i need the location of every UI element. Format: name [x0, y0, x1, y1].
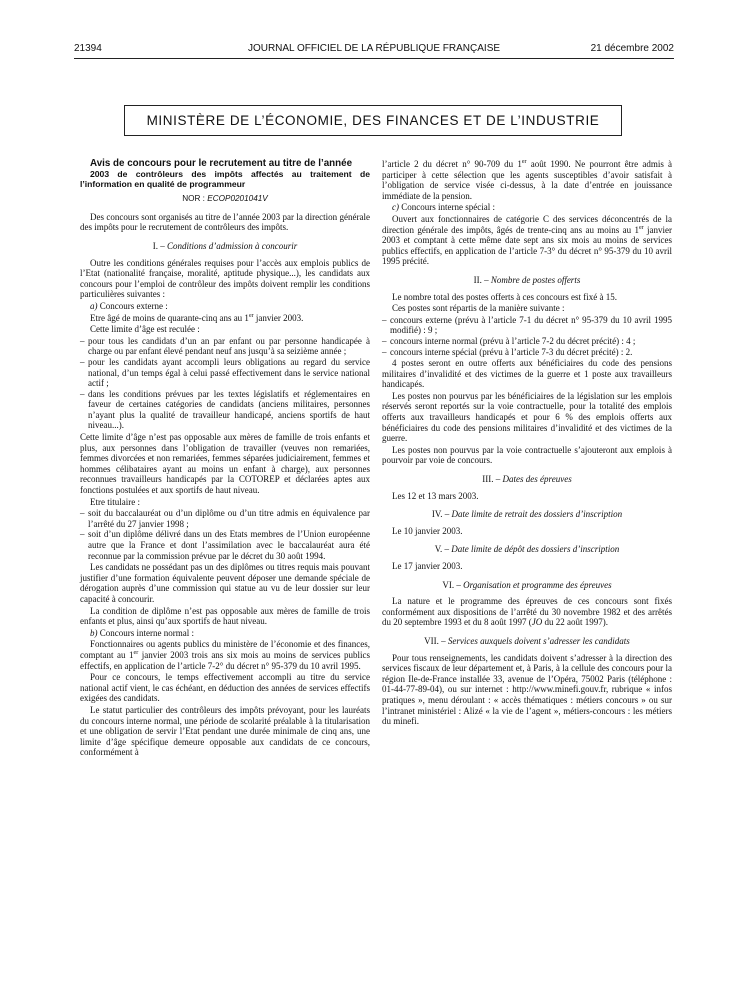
titulaire-list: [80, 508, 370, 561]
avis-title: Avis de concours pour le recrutement au titre de l’année: [90, 158, 353, 169]
list-item: – soit du baccalauréat ou d’un diplôme ou d’un titre admis en équivalence par l’arrêté du 27 janvier 1998 ;: [80, 508, 370, 529]
section-heading-7: VII. – Services auxquels doivent s’adresser les candidats: [424, 635, 630, 646]
concours-special-label: c) Concours interne spécial :: [392, 202, 495, 213]
age-limit-paragraph: Etre âgé de moins de quarante-cinq ans au 1er janvier 2003.: [90, 312, 304, 323]
statut-paragraph: Le statut particulier des contrôleurs des impôts prévoyant, pour les lauréats du concours interne normal, une période de scolarité préalable à la titularisation et une obligation de servir l’Etat pendant une durée minimale de cinq ans, une limite d’âge spécifique demeure opposable aux candidats de ce concours, conformément à: [80, 704, 370, 758]
contractuelle-paragraph: Les postes non pourvus par la voie contractuelle s’ajouteront aux emplois à pourvoir par voie de concours.: [382, 444, 672, 466]
list-item: – concours externe (prévu à l’article 7-1 du décret n° 95-379 du 10 avril 1995 modifié) : 9 ;: [382, 315, 672, 336]
section-heading-6: VI. – Organisation et programme des épreuves: [442, 579, 612, 590]
section-heading-5: V. – Date limite de dépôt des dossiers d’inscription: [434, 544, 620, 555]
opposable-paragraph: Cette limite d’âge n’est pas opposable aux mères de famille de trois enfants et plus, aux personnes dans l’obligation de travailler (veuves non remariées, femmes divorcées et non remariées, femmes séparées judiciairement, femmes et hommes célibataires ayant au moins un enfant à charge), aux personnes reconnues travailleurs handicapés par la COTOREP et déclarées aptes aux fonctions postulées et aux sportifs de haut niveau.: [80, 432, 370, 496]
non-pourvus-paragraph: Les postes non pourvus par les bénéficiaires de la législation sur les emplois réservés seront reportés sur la voie contractuelle, pour la totalité des emplois offerts aux travailleurs handicapés et pour 6 % des emplois offerts aux bénéficiaires du code des pensions militaires d’invalidité et des victimes de la guerre.: [382, 390, 672, 444]
intro-paragraph: Des concours sont organisés au titre de l’année 2003 par la direction générale des impôts pour le recrutement de contrôleurs des impôts.: [80, 211, 370, 233]
postes-list: [382, 315, 672, 357]
journal-title: JOURNAL OFFICIEL DE LA RÉPUBLIQUE FRANÇAISE: [247, 43, 501, 54]
list-item: – concours interne normal (prévu à l’article 7-2 du décret précité) : 4 ;: [382, 336, 672, 347]
issue-date: 21 décembre 2002: [590, 43, 674, 54]
continuation-paragraph: l’article 2 du décret n° 90-709 du 1er août 1990. Ne pourront être admis à participer à cette sélection que les agents susceptibles d’avoir satisfait à l’obligation de service visée ci-dessus, à la date d’entrée en jouissance immédiate de la pension.: [382, 159, 673, 201]
depot-paragraph: Le 17 janvier 2003.: [392, 561, 463, 571]
header-rule: [74, 58, 674, 59]
retrait-paragraph: Le 10 janvier 2003.: [392, 525, 463, 536]
concours-interne-label: b) Concours interne normal :: [90, 627, 194, 638]
condition-paragraph: La condition de diplôme n’est pas opposable aux mères de famille de trois enfants et plus, ainsi qu’aux sportifs de haut niveau.: [80, 605, 370, 627]
nor-reference: [80, 194, 370, 205]
ouvert-paragraph: Ouvert aux fonctionnaires de catégorie C des services déconcentrés de la direction générale des impôts, âgés de trente-cinq ans au moins au 1er janvier 2003 et comptant à cette même date sept ans six mois au moins de services publics effectifs, en application de l’article 7-3° du décret n° 95-379 du 10 avril 1995 précité.: [382, 213, 672, 267]
nature-paragraph: La nature et le programme des épreuves de ces concours sont fixés conformément aux dispositions de l’arrêté du 30 novembre 1982 et des arrêtés du 20 septembre 1993 et du 8 août 1997 (JO du 22 août 1997).: [382, 596, 672, 628]
list-item: – dans les conditions prévues par les textes législatifs et réglementaires en faveur de certaines catégories de candidats (anciens militaires, personnes n’ayant plus la qualité de travailleur handicapé, anciens sportifs de haut niveau...).: [80, 389, 370, 431]
list-item: – pour les candidats ayant accompli leurs obligations au regard du service national, d’un temps égal à celui passé effectivement dans le service national actif ;: [80, 357, 370, 389]
list-item: – concours interne spécial (prévu à l’article 7-3 du décret précité) : 2.: [382, 347, 672, 358]
dates-paragraph: Les 12 et 13 mars 2003.: [392, 490, 479, 501]
avis-subtitle: 2003 de contrôleurs des impôts affectés au traitement de l’information en qualité de programmeur: [80, 169, 370, 189]
titulaire-paragraph: Etre titulaire :: [90, 496, 140, 507]
postes-additionnels-paragraph: 4 postes seront en outre offerts aux bénéficiaires du code des pensions militaires d’invalidité et des victimes de la guerre et 1 poste aux travailleurs handicapés.: [382, 358, 672, 390]
general-conditions-paragraph: Outre les conditions générales requises pour l’accès aux emplois publics de l’Etat (nationalité française, moralité, aptitude physique...), les candidats aux concours pour l’emploi de contrôleur des impôts doivent remplir les conditions particulières suivantes :: [80, 257, 370, 300]
right-column: [382, 159, 672, 728]
section-heading-4: IV. – Date limite de retrait des dossiers d’inscription: [431, 509, 623, 520]
recul-paragraph: Cette limite d’âge est reculée :: [90, 324, 200, 335]
renseignements-paragraph: Pour tous renseignements, les candidats doivent s’adresser à la direction des services fiscaux de leur département et, à Paris, à la cellule des concours pour la région Ile-de-France installée 33, avenue de l’Opéra, 75002 Paris (téléphone : 01-44-77-89-04), ou sur internet : http://www.minefi.gouv.fr, rubrique « infos pratiques », menu déroulant : « accès thématiques : métiers concours » ou sur l’intranet ministériel : Alizé « la vie de l’agent », métiers-concours : les métiers du minefi.: [382, 652, 672, 727]
nor-code: ECOP0201041V: [207, 194, 268, 204]
ministry-heading: MINISTÈRE DE L’ÉCONOMIE, DES FINANCES ET DE L’INDUSTRIE: [124, 105, 622, 136]
recul-list: [80, 336, 370, 431]
diplomes-paragraph: Les candidats ne possédant pas un des diplômes ou titres requis mais pouvant justifier d’une formation équivalente peuvent déposer une demande spéciale de dérogation auprès d’une commission qui statue au vu de leur dossier sur leur capacité à concourir.: [80, 562, 370, 604]
page-number: 21394: [74, 43, 102, 54]
concours-externe-label: a) Concours externe :: [90, 300, 168, 311]
section-heading-3: III. – Dates des épreuves: [482, 474, 572, 485]
repartis-paragraph: Ces postes sont répartis de la manière suivante :: [392, 303, 565, 314]
nor-label: NOR :: [182, 194, 208, 204]
list-item: – pour tous les candidats d’un an par enfant ou par personne handicapée à charge ou par enfant élevé pendant neuf ans jusqu’à sa seizième année ;: [80, 336, 370, 357]
fonctionnaires-paragraph: Fonctionnaires ou agents publics du ministère de l’économie et des finances, comptant au 1er janvier 2003 trois ans six mois au moins de services publics effectifs, en application de l’article 7-2° du décret n° 95-379 du 10 avril 1995.: [80, 639, 370, 671]
section-heading-1: I. – Conditions d’admission à concourir: [152, 240, 298, 251]
left-column: [80, 159, 370, 759]
nombre-paragraph: Le nombre total des postes offerts à ces concours est fixé à 15.: [392, 291, 618, 302]
temps-paragraph: Pour ce concours, le temps effectivement accompli au titre du service national actif vient, le cas échéant, en déduction des années de services effectifs exigées des candidats.: [80, 672, 370, 704]
section-heading-2: II. – Nombre de postes offerts: [473, 274, 581, 285]
list-item: – soit d’un diplôme délivré dans un des Etats membres de l’Union européenne autre que la France et dont l’assimilation avec le baccalauréat aura été reconnue par la commission prévue par le décret du 30 août 1994.: [80, 529, 370, 561]
